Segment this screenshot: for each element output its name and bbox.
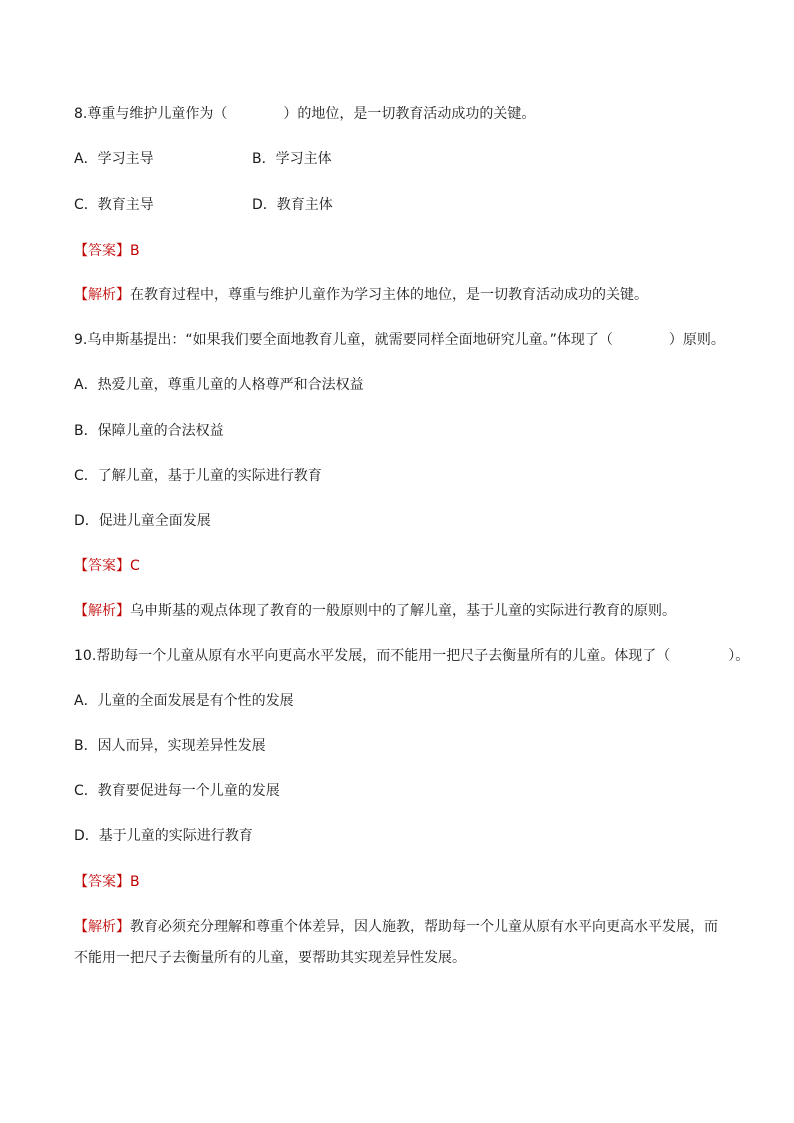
question-10-option-b: B．因人而异，实现差异性发展 — [74, 738, 266, 754]
answer-value: B — [130, 243, 140, 259]
question-10-stem-before: 10.帮助每一个儿童从原有水平向更高水平发展，而不能用一把尺子去衡量所有的儿童。体现了（ — [74, 648, 671, 664]
question-9-stem-after: ）原则。 — [668, 332, 725, 348]
question-9-stem-before: 9.乌申斯基提出：“如果我们要全面地教育儿童，就需要同样全面地研究儿童。”体现了（ — [74, 332, 613, 348]
answer-value: C — [130, 558, 140, 574]
question-9-analysis — [74, 601, 676, 621]
question-10-option-c: C．教育要促进每一个儿童的发展 — [74, 783, 280, 799]
question-9-stem — [74, 330, 725, 350]
answer-label: 【答案】 — [74, 243, 130, 259]
analysis-label: 【解析】 — [74, 919, 130, 935]
question-9-option-d: D．促进儿童全面发展 — [74, 513, 211, 529]
question-10-analysis-line-2: 不能用一把尺子去衡量所有的儿童，要帮助其实现差异性发展。 — [74, 950, 466, 966]
answer-value: B — [130, 874, 140, 890]
question-10-analysis-line-1 — [74, 917, 718, 937]
question-10-stem-after: ）。 — [728, 648, 750, 664]
question-9-option-a: A．热爱儿童，尊重儿童的人格尊严和合法权益 — [74, 377, 364, 393]
question-9-option-c: C．了解儿童，基于儿童的实际进行教育 — [74, 468, 322, 484]
analysis-label: 【解析】 — [74, 287, 130, 303]
question-8-option-c: C．教育主导 — [74, 197, 154, 213]
question-8-option-b: B．学习主体 — [252, 151, 332, 167]
question-8-analysis — [74, 285, 648, 305]
question-10-answer — [74, 872, 140, 892]
question-10-option-a: A．儿童的全面发展是有个性的发展 — [74, 693, 294, 709]
question-9-option-b: B．保障儿童的合法权益 — [74, 423, 224, 439]
question-8-option-a: A．学习主导 — [74, 151, 154, 167]
analysis-text: 在教育过程中，尊重与维护儿童作为学习主体的地位，是一切教育活动成功的关键。 — [130, 287, 648, 303]
analysis-text: 教育必须充分理解和尊重个体差异，因人施教，帮助每一个儿童从原有水平向更高水平发展，而 — [130, 919, 718, 935]
answer-label: 【答案】 — [74, 874, 130, 890]
question-9-answer — [74, 556, 140, 576]
question-10-option-d: D．基于儿童的实际进行教育 — [74, 828, 253, 844]
answer-label: 【答案】 — [74, 558, 130, 574]
question-8-answer — [74, 241, 140, 261]
question-8-stem-after: ）的地位，是一切教育活动成功的关键。 — [283, 106, 536, 122]
analysis-label: 【解析】 — [74, 603, 130, 619]
question-8-stem — [74, 104, 535, 124]
question-8-stem-before: 8.尊重与维护儿童作为（ — [74, 106, 228, 122]
question-10-stem — [74, 646, 749, 666]
analysis-text: 乌申斯基的观点体现了教育的一般原则中的了解儿童，基于儿童的实际进行教育的原则。 — [130, 603, 676, 619]
question-8-option-d: D．教育主体 — [252, 197, 333, 213]
